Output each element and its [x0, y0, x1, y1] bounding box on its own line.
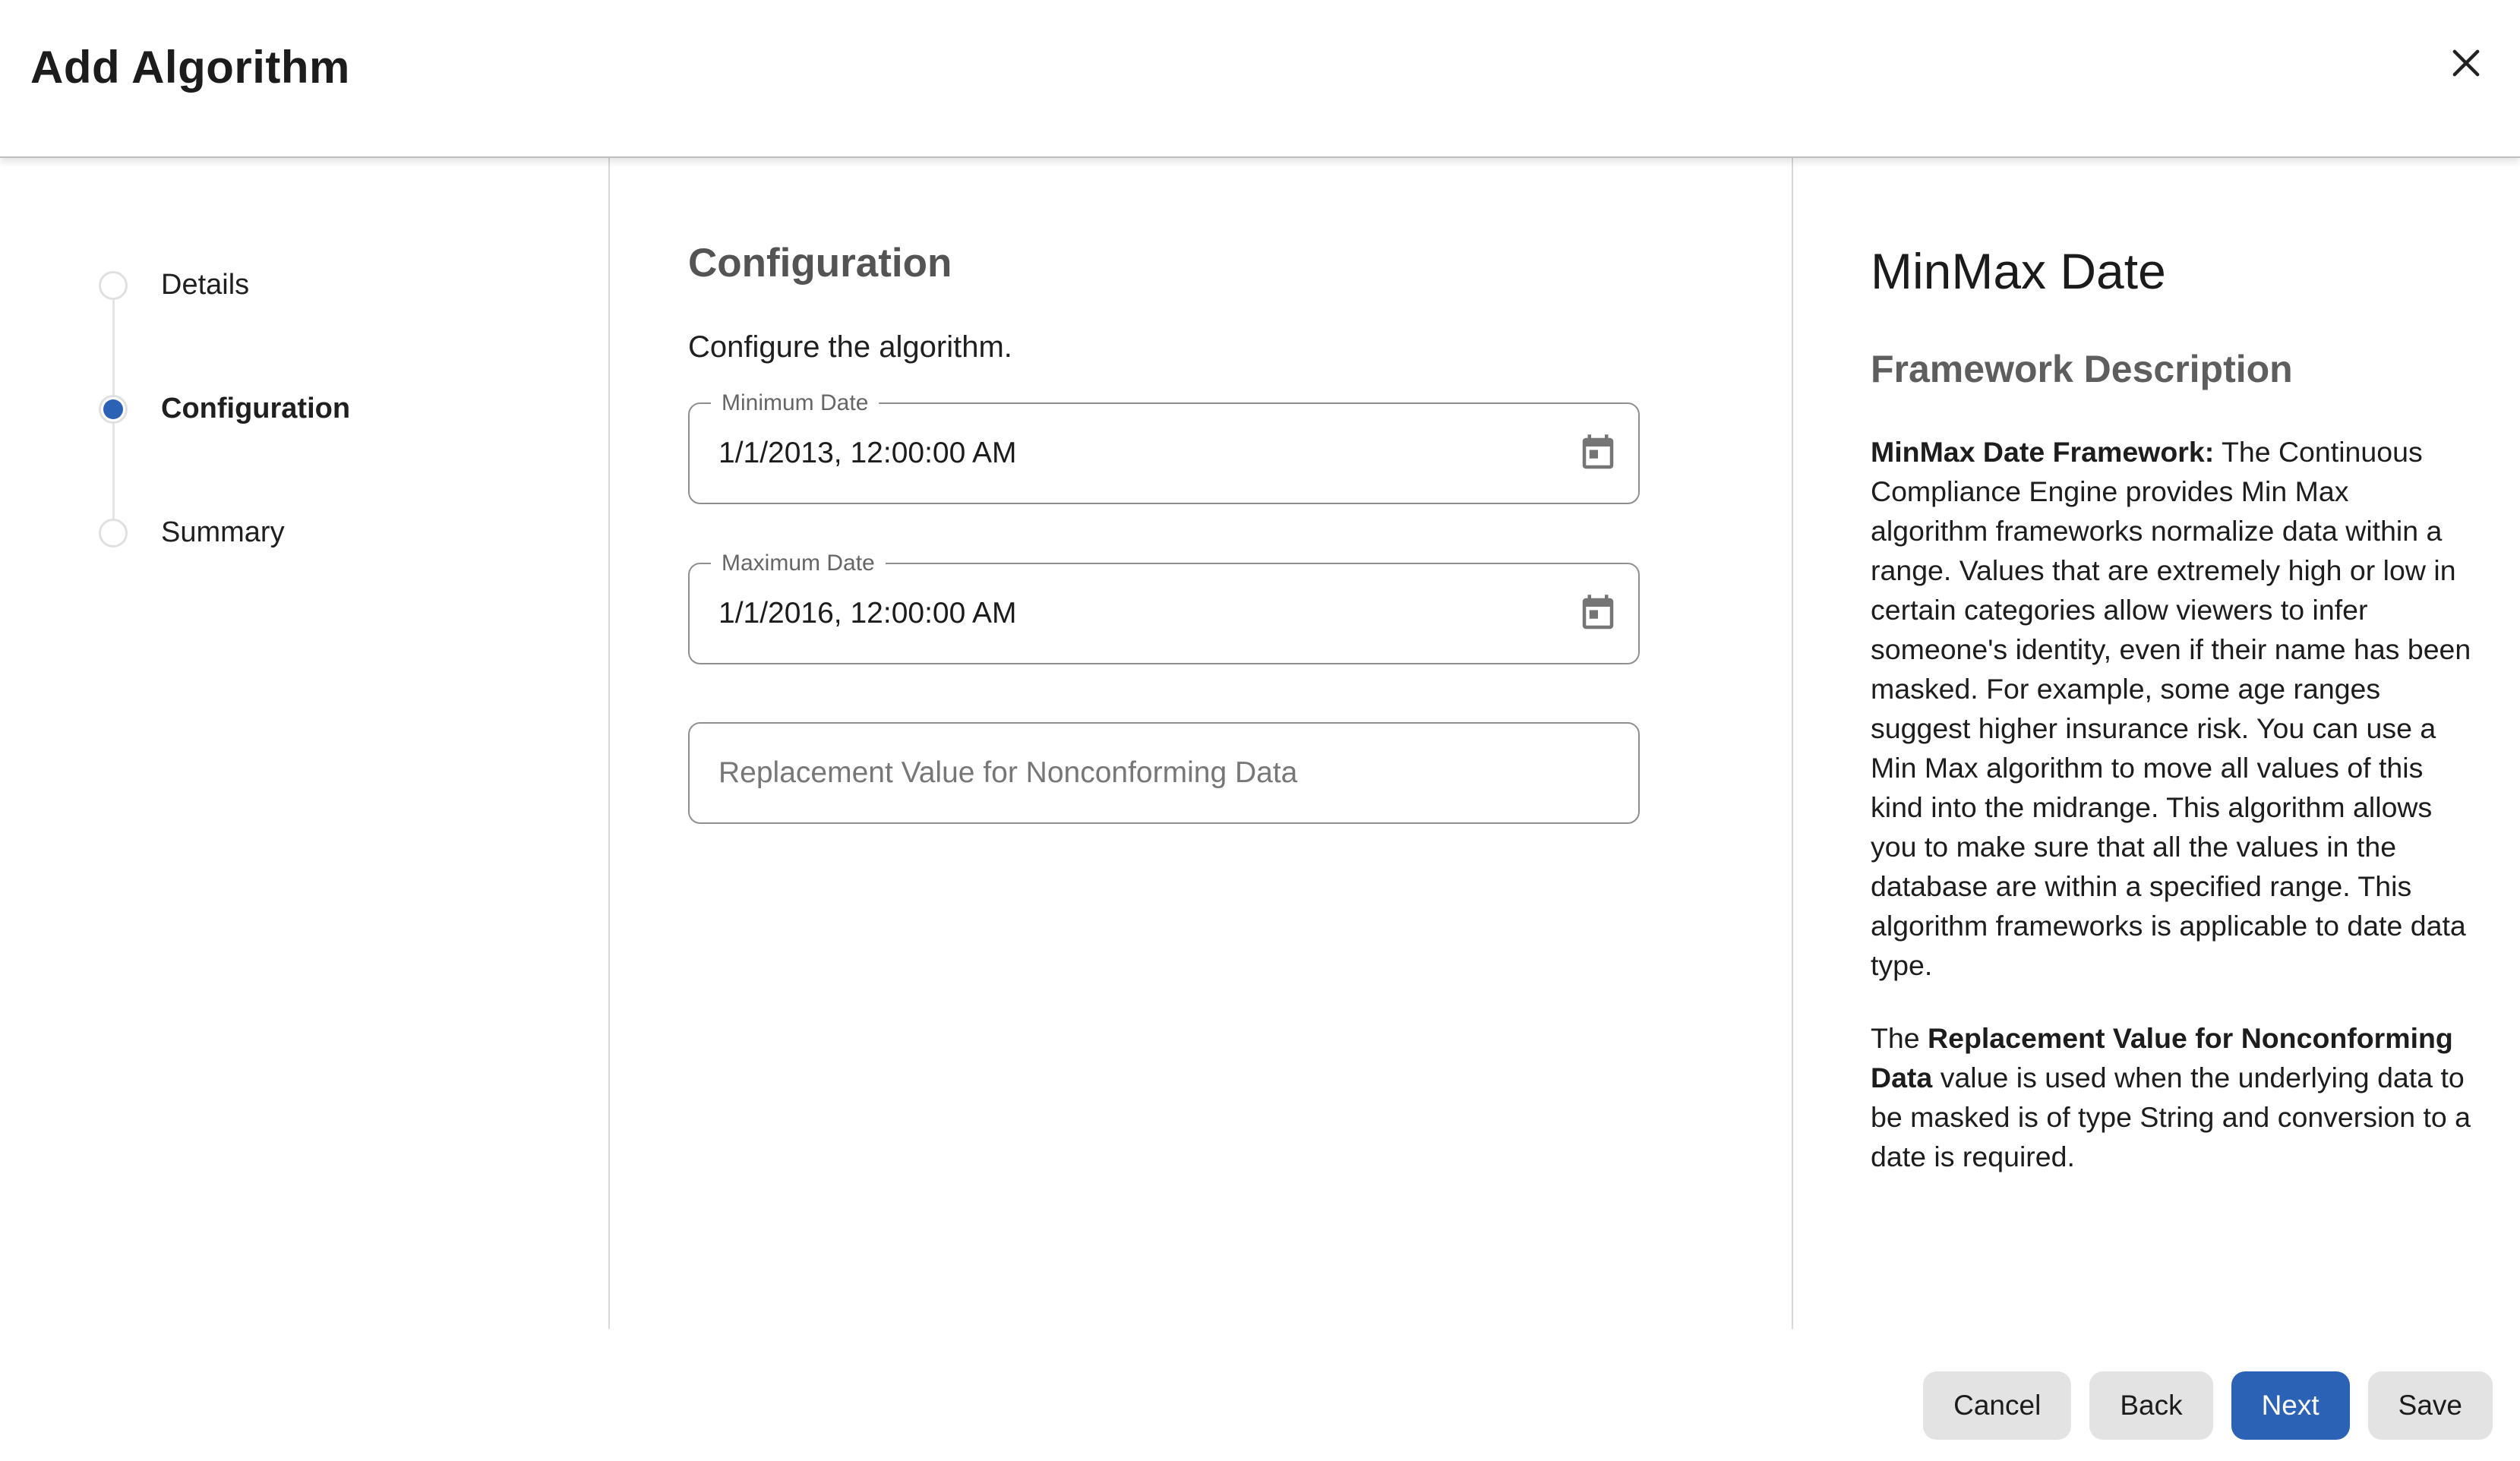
framework-title: MinMax Date	[1871, 243, 2166, 299]
paragraph-text: value is used when the underlying data to be masked is of type String and conversion to a date is required.	[1871, 1062, 2471, 1172]
save-button[interactable]: Save	[2368, 1371, 2493, 1440]
minimum-date-field	[688, 390, 1640, 504]
configuration-panel	[610, 158, 1793, 1329]
stepper-step-details[interactable]	[99, 269, 249, 301]
replacement-value-field	[688, 722, 1640, 824]
framework-description-heading: Framework Description	[1871, 348, 2293, 390]
configuration-subheading: Configure the algorithm.	[688, 330, 1012, 364]
stepper-step-summary[interactable]	[99, 516, 285, 549]
stepper-panel	[0, 158, 610, 1329]
framework-description-paragraph-2	[1871, 1018, 2471, 1176]
step-indicator	[99, 519, 128, 547]
dialog-title: Add Algorithm	[30, 41, 350, 93]
step-label: Details	[161, 269, 250, 301]
close-icon	[2445, 42, 2487, 84]
maximum-date-input[interactable]	[690, 564, 1638, 663]
back-button[interactable]: Back	[2089, 1371, 2212, 1440]
minimum-date-label: Minimum Date	[711, 389, 879, 418]
replacement-value-input[interactable]	[690, 724, 1638, 822]
dialog-body	[0, 158, 2520, 1329]
framework-description-paragraph-1	[1871, 432, 2471, 985]
maximum-date-field	[688, 551, 1640, 664]
stepper-step-configuration[interactable]	[99, 393, 350, 425]
paragraph-bold-lead: MinMax Date Framework:	[1871, 436, 2215, 468]
description-panel	[1793, 158, 2520, 1329]
step-indicator	[99, 271, 128, 300]
paragraph-prefix: The	[1871, 1022, 1928, 1054]
close-button[interactable]	[2439, 36, 2493, 90]
step-label: Summary	[161, 516, 285, 548]
dialog-header	[0, 0, 2520, 158]
dialog-footer	[0, 1329, 2520, 1461]
calendar-icon	[1577, 593, 1618, 634]
paragraph-bold-term: Replacement Value for Nonconforming Data	[1871, 1022, 2453, 1093]
calendar-icon	[1577, 433, 1618, 474]
paragraph-text: The Continuous Compliance Engine provides Min Max algorithm frameworks normalize data within a range. Values that are extremely high or low in certain categories allow viewers to infer someone's identity, even if their name has been masked. For example, some age ranges suggest higher insurance risk. You can use a Min Max algorithm to move all values of this kind into the midrange. This algorithm allows you to make sure that all the values in the database are within a specified range. This algorithm frameworks is applicable to date data type.	[1871, 436, 2471, 981]
step-indicator-active	[99, 395, 128, 424]
next-button[interactable]: Next	[2231, 1371, 2350, 1440]
maximum-date-label: Maximum Date	[711, 549, 886, 578]
configuration-heading: Configuration	[688, 241, 952, 286]
minimum-date-input[interactable]	[690, 404, 1638, 503]
cancel-button[interactable]: Cancel	[1923, 1371, 2071, 1440]
maximum-date-calendar-button[interactable]	[1574, 590, 1622, 637]
step-label: Configuration	[161, 393, 351, 424]
minimum-date-calendar-button[interactable]	[1574, 430, 1622, 477]
